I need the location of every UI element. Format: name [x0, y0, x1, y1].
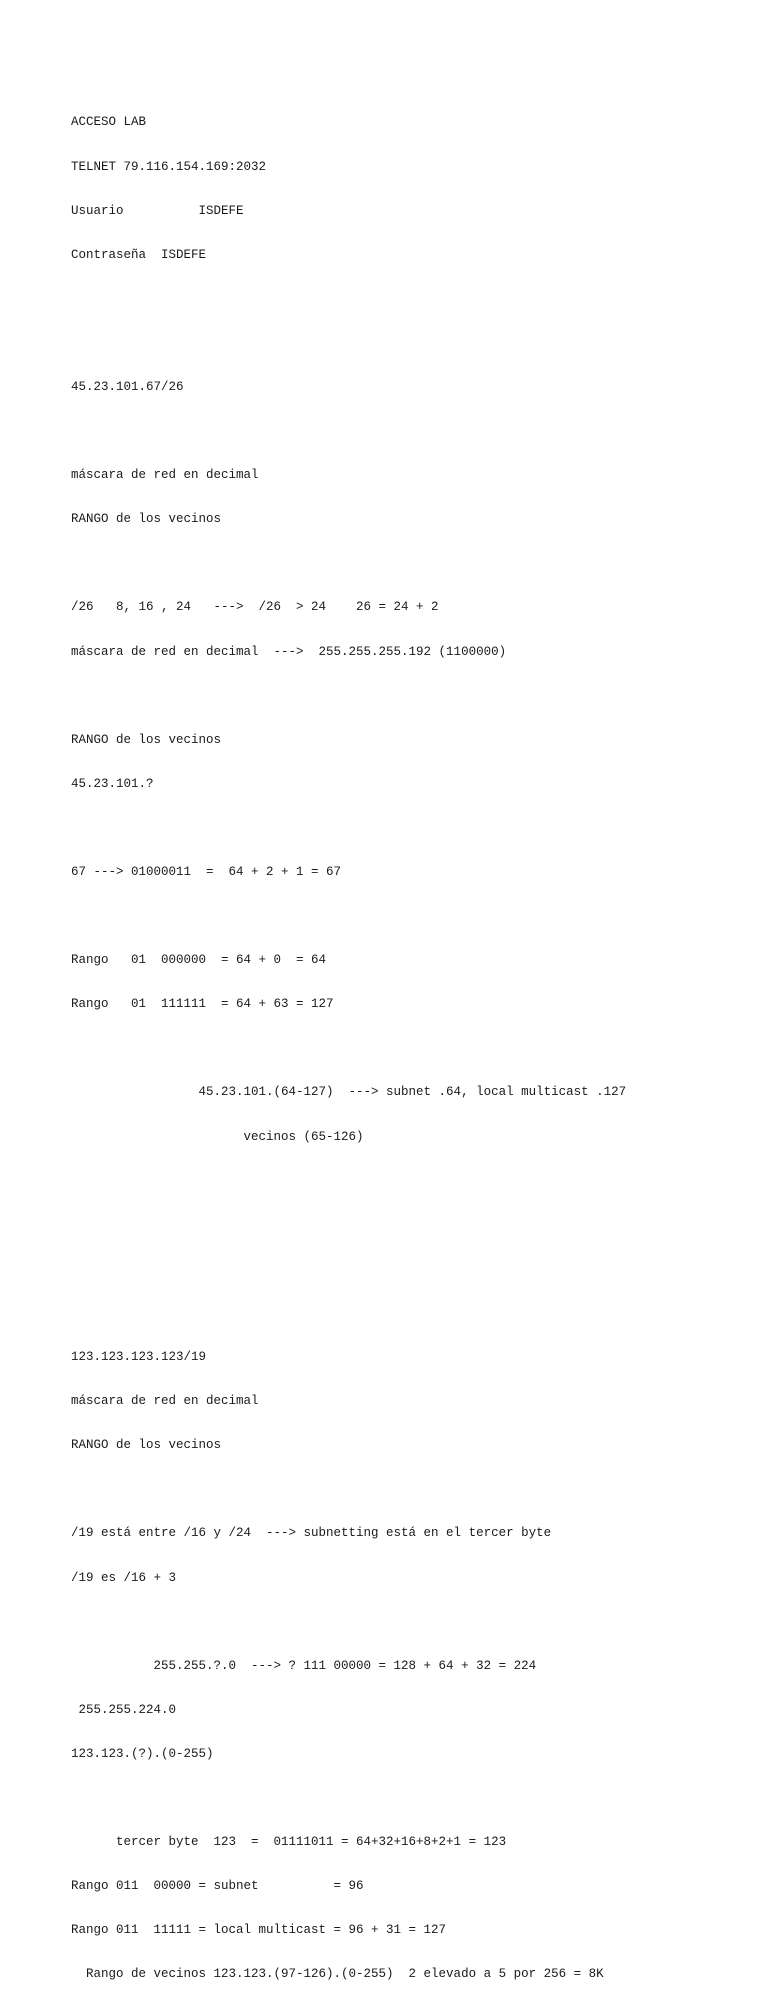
- text-line: 45.23.101.(64-127) ---> subnet .64, local multicast .127: [71, 1085, 627, 1100]
- blank-line: [71, 909, 626, 924]
- blank-line: [71, 821, 626, 836]
- text-line: 255.255.224.0: [71, 1702, 177, 1717]
- text-line: 255.255.?.0 ---> ? 111 00000 = 128 + 64 + 32 = 224: [71, 1658, 537, 1673]
- blank-line: [71, 556, 626, 571]
- text-line: 123.123.123.123/19: [71, 1350, 207, 1365]
- text-line: máscara de red en decimal: [71, 468, 259, 483]
- text-line: ACCESO LAB: [71, 115, 147, 130]
- text-line: /19 es /16 + 3: [71, 1570, 177, 1585]
- text-line: tercer byte 123 = 01111011 = 64+32+16+8+2+1 = 123: [71, 1835, 507, 1850]
- text-line: 67 ---> 01000011 = 64 + 2 + 1 = 67: [71, 865, 342, 879]
- text-line: RANGO de los vecinos: [71, 1438, 222, 1453]
- text-line: máscara de red en decimal: [71, 1394, 259, 1409]
- blank-line: [71, 1174, 626, 1189]
- text-line: RANGO de los vecinos: [71, 512, 222, 527]
- text-line: máscara de red en decimal ---> 255.255.255.192 (1100000): [71, 644, 507, 659]
- text-line: TELNET 79.116.154.169:2032: [71, 159, 267, 174]
- blank-line: [71, 1306, 626, 1321]
- text-line: Rango 01 000000 = 64 + 0 = 64: [71, 953, 327, 968]
- blank-line: [71, 1262, 626, 1277]
- text-line: Rango de vecinos 123.123.(97-126).(0-255) 2 elevado a 5 por 256 = 8K: [71, 1967, 604, 1982]
- document-body: [71, 86, 626, 2011]
- blank-line: [71, 292, 626, 307]
- text-line: 45.23.101.67/26: [71, 379, 184, 394]
- text-line: vecinos (65-126): [71, 1129, 364, 1144]
- blank-line: [71, 1482, 626, 1497]
- text-line: Contraseña ISDEFE: [71, 247, 207, 262]
- blank-line: [71, 1218, 626, 1233]
- text-line: Usuario ISDEFE: [71, 203, 244, 218]
- blank-line: [71, 424, 626, 439]
- text-line: Rango 011 11111 = local multicast = 96 + 31 = 127: [71, 1923, 447, 1938]
- text-line: 123.123.(?).(0-255): [71, 1746, 214, 1761]
- text-line: RANGO de los vecinos: [71, 732, 222, 747]
- blank-line: [71, 1041, 626, 1056]
- blank-line: [71, 689, 626, 704]
- text-line: Rango 011 00000 = subnet = 96: [71, 1879, 364, 1894]
- text-line: Rango 01 111111 = 64 + 63 = 127: [71, 997, 334, 1012]
- text-line: /19 está entre /16 y /24 ---> subnetting está en el tercer byte: [71, 1526, 552, 1541]
- text-line: /26 8, 16 , 24 ---> /26 > 24 26 = 24 + 2: [71, 600, 439, 615]
- text-line: 45.23.101.?: [71, 776, 154, 791]
- blank-line: [71, 1615, 626, 1630]
- blank-line: [71, 1791, 626, 1806]
- blank-line: [71, 336, 626, 351]
